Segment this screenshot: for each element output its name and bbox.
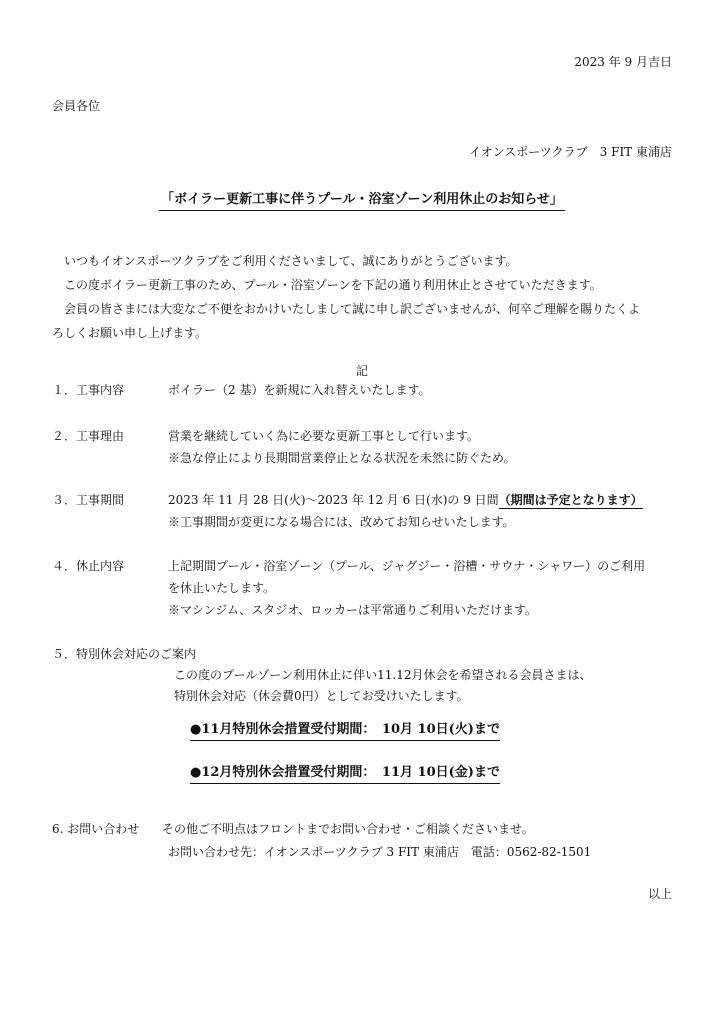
item-text: 上記期間プール・浴室ゾーン（プール、ジャグジー・浴槽・サウナ・シャワー）のご利用 (168, 559, 646, 573)
item-text: この度のプールゾーン利用休止に伴い11.12月休会を希望される会員さまは、 (174, 668, 592, 682)
title-container (0, 192, 724, 211)
item-label: 6. お問い合わせ (52, 822, 140, 836)
greeting-line: この度ボイラー更新工事のため、プール・浴室ゾーンを下記の通り利用休止とさせていただきます。 (64, 278, 602, 292)
item-text: 営業を継続していく為に必要な更新工事として行います。 (168, 429, 480, 443)
period-note: （期間は予定となります） (498, 493, 643, 507)
period-dates: 2023 年 11 月 28 日(火)～2023 年 12 月 6 日(水)の 9 日間 (168, 493, 499, 507)
greeting-line: ろしくお願い申し上げます。 (52, 326, 208, 340)
issue-date: 2023 年 9 月吉日 (574, 55, 672, 69)
item-label: ４．休止内容 (52, 559, 125, 573)
document-title: 「ボイラー更新工事に伴うプール・浴室ゾーン利用休止のお知らせ」 (159, 192, 565, 211)
contact-info: お問い合わせ先：イオンスポーツクラブ 3 FIT 東浦店 電話：0562-82-1501 (168, 845, 592, 859)
item-text: ※工事期間が変更になる場合には、改めてお知らせいたします。 (168, 515, 515, 529)
construction-period (168, 494, 643, 506)
greeting-line: 会員の皆さまには大変なご不便をおかけいたしまして誠に申し訳ございませんが、何卒ご理解を賜りたくよ (64, 302, 641, 316)
item-label: ３．工事期間 (52, 493, 125, 507)
item-label: ２．工事理由 (52, 429, 125, 443)
item-text: ※マシンジム、スタジオ、ロッカーは平常通りご利用いただけます。 (168, 603, 538, 617)
item-text: 特別休会対応（休会費0円）としてお受けいたします。 (174, 689, 469, 703)
item-text: ※急な停止により長期間営業停止となる状況を未然に防ぐため。 (168, 451, 516, 465)
notice-november: ●11月特別休会措置受付期間： 10月 10日(火)まで (190, 722, 500, 741)
item-text: ボイラー（2 基）を新規に入れ替えいたします。 (168, 383, 431, 397)
item-label: １．工事内容 (52, 383, 125, 397)
item-label: ５．特別休会対応のご案内 (52, 647, 197, 661)
greeting-line: いつもイオンスポーツクラブをご利用くださいまして、誠にありがとうございます。 (64, 254, 518, 268)
item-text: を休止いたします。 (168, 581, 276, 595)
closing-mark: 以上 (647, 887, 672, 901)
notice-december: ●12月特別休会措置受付期間： 11月 10日(金)まで (190, 765, 500, 784)
greeting-paragraph (52, 249, 676, 345)
record-label: 記 (355, 364, 368, 378)
item-text: その他ご不明点はフロントまでお問い合わせ・ご相談くださいませ。 (162, 822, 534, 836)
recipient-line: 会員各位 (52, 99, 101, 113)
sender-line: イオンスポーツクラブ 3 FIT 東浦店 (468, 145, 672, 159)
